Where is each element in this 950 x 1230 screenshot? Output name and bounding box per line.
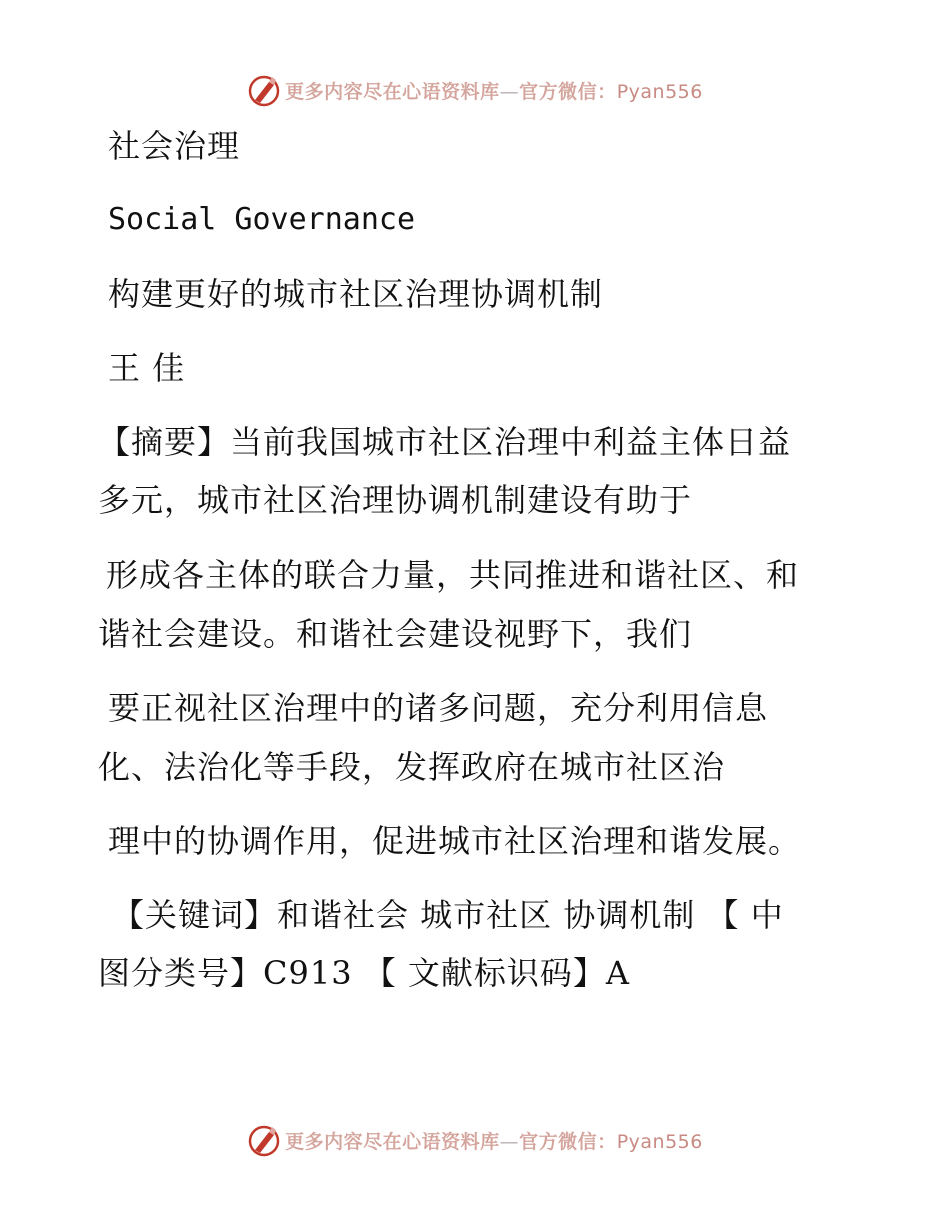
watermark-label: 官方微信： [519, 1130, 617, 1153]
category-en: Social Governance [108, 202, 416, 237]
watermark-label: 官方微信： [519, 80, 617, 103]
header-watermark [0, 70, 950, 110]
abstract-line: 谐社会建设。和谐社会建设视野下，我们 [98, 615, 693, 653]
abstract-line: 多元，城市社区治理协调机制建设有助于 [98, 481, 693, 519]
author-name: 王 佳 [108, 349, 186, 387]
watermark-dash: — [499, 1130, 520, 1153]
abstract-line: 要正视社区治理中的诸多问题，充分利用信息 [108, 689, 769, 727]
article-title: 构建更好的城市社区治理协调机制 [108, 275, 604, 313]
pen-logo-icon [247, 1123, 281, 1157]
watermark-id: Pyan556 [616, 1130, 703, 1153]
watermark-text [285, 1127, 703, 1154]
watermark-id: Pyan556 [616, 80, 703, 103]
watermark-brand: 更多内容尽在心语资料库 [285, 1130, 500, 1153]
abstract-line: 理中的协调作用，促进城市社区治理和谐发展。 [108, 822, 802, 860]
footer-watermark [0, 1120, 950, 1160]
category-cn: 社会治理 [108, 127, 241, 165]
pen-logo-icon [247, 73, 281, 107]
keywords-line: 【关键词】和谐社会 城市社区 协调机制 【 中 [112, 896, 784, 934]
abstract-line: 化、法治化等手段，发挥政府在城市社区治 [98, 748, 726, 786]
watermark-brand: 更多内容尽在心语资料库 [285, 80, 500, 103]
watermark-text [285, 77, 703, 104]
abstract-line: 【摘要】当前我国城市社区治理中利益主体日益 [98, 423, 792, 461]
abstract-line: 形成各主体的联合力量，共同推进和谐社区、和 [106, 556, 800, 594]
classification-line: 图分类号】C913 【 文献标识码】A [98, 954, 631, 992]
watermark-dash: — [499, 80, 520, 103]
